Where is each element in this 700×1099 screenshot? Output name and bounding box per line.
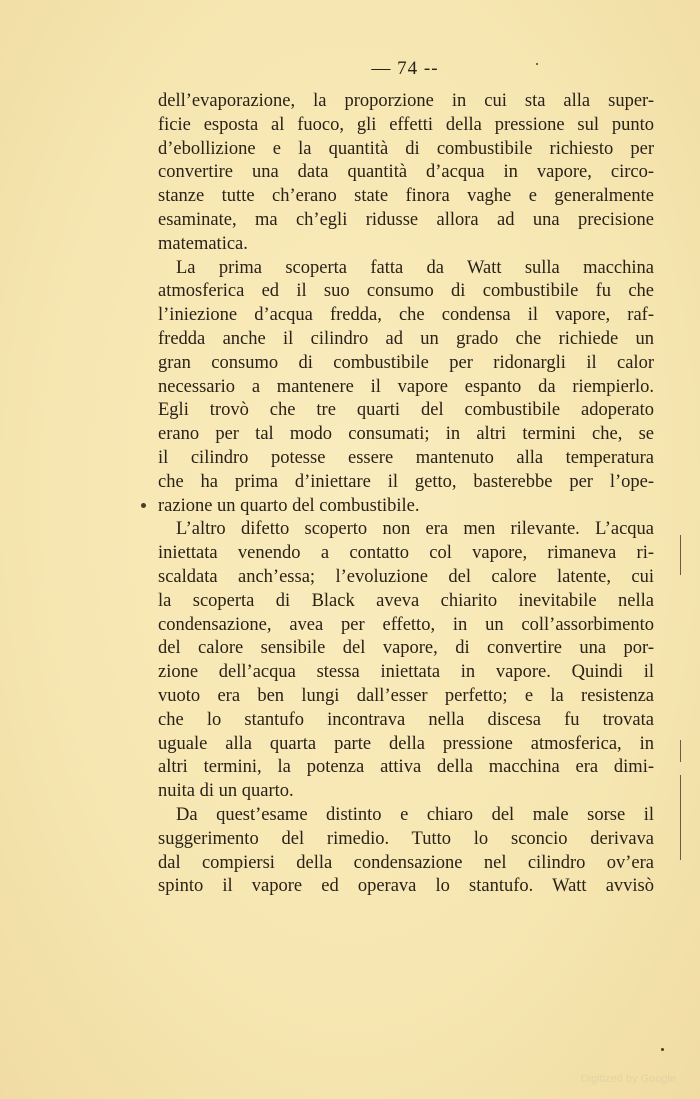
- text-line: matematica.: [158, 233, 248, 254]
- page-body: [158, 90, 654, 899]
- text-line: necessario a mantenere il vapore espanto da riempierlo.: [158, 376, 654, 397]
- text-line: uguale alla quarta parte della pressione atmosferica, in: [158, 733, 654, 754]
- text-line: condensazione, avea per effetto, in un coll’assorbimento: [158, 614, 654, 635]
- text-line: gran consumo di combustibile per ridonargli il calor: [158, 352, 654, 373]
- text-line: iniettata venendo a contatto col vapore, rimaneva ri-: [158, 543, 654, 564]
- text-line: dal compiersi della condensazione nel cilindro ov’era: [158, 852, 654, 873]
- margin-line: [680, 535, 681, 575]
- ink-dot: [661, 1048, 664, 1051]
- text-line: la scoperta di Black aveva chiarito inevitabile nella: [158, 590, 654, 611]
- paragraph-2: [158, 257, 654, 519]
- text-line: il cilindro potesse essere mantenuto alla temperatura: [158, 447, 654, 468]
- text-line: ficie esposta al fuoco, gli effetti della pressione sul punto: [158, 114, 654, 135]
- text-line: Da quest’esame distinto e chiaro del male sorse il: [176, 804, 654, 825]
- text-line: vuoto era ben lungi dall’esser perfetto; e la resistenza: [158, 685, 654, 706]
- text-line: esaminate, ma ch’egli ridusse allora ad una precisione: [158, 209, 654, 230]
- margin-line: [680, 740, 681, 762]
- margin-line: [680, 775, 681, 860]
- text-line: razione un quarto del combustibile.: [158, 495, 420, 516]
- ink-dot: [141, 503, 146, 508]
- text-line: atmosferica ed il suo consumo di combustibile fu che: [158, 281, 654, 302]
- text-line: suggerimento del rimedio. Tutto lo sconcio derivava: [158, 828, 654, 849]
- text-line: erano per tal modo consumati; in altri termini che, se: [158, 424, 654, 445]
- text-line: altri termini, la potenza attiva della macchina era dimi-: [158, 757, 654, 778]
- text-line: del calore sensibile del vapore, di convertire una por-: [158, 638, 654, 659]
- text-line: dell’evaporazione, la proporzione in cui sta alla super-: [158, 91, 654, 111]
- text-line: l’iniezione d’acqua fredda, che condensa il vapore, raf-: [158, 305, 654, 326]
- text-line: scaldata anch’essa; l’evoluzione del calore latente, cui: [158, 566, 654, 587]
- text-line: convertire una data quantità d’acqua in vapore, circo-: [158, 162, 654, 183]
- text-line: La prima scoperta fatta da Watt sulla macchina: [176, 257, 654, 278]
- text-line: stanze tutte ch’erano state finora vaghe e generalmente: [158, 186, 654, 207]
- text-line: che lo stantufo incontrava nella discesa fu trovata: [158, 709, 654, 730]
- text-line: d’ebollizione e la quantità di combustibile richiesto per: [158, 138, 654, 159]
- text-line: fredda anche il cilindro ad un grado che richiede un: [158, 328, 654, 349]
- paragraph-1: [158, 90, 654, 257]
- text-line: L’altro difetto scoperto non era men rilevante. L’acqua: [176, 519, 654, 540]
- paragraph-4: [158, 804, 654, 899]
- text-line: spinto il vapore ed operava lo stantufo. Watt avvisò: [158, 876, 654, 897]
- paragraph-3: [158, 518, 654, 804]
- text-line: nuita di un quarto.: [158, 781, 294, 802]
- text-line: Egli trovò che tre quarti del combustibile adoperato: [158, 400, 654, 421]
- scan-watermark: Digitized by Google: [580, 1073, 676, 1085]
- text-line: che ha prima d’iniettare il getto, basterebbe per l’ope-: [158, 471, 654, 492]
- page-number: — 74 --: [371, 58, 439, 79]
- text-line: zione dell’acqua stessa iniettata in vapore. Quindi il: [158, 662, 654, 683]
- ink-dot: [536, 63, 538, 65]
